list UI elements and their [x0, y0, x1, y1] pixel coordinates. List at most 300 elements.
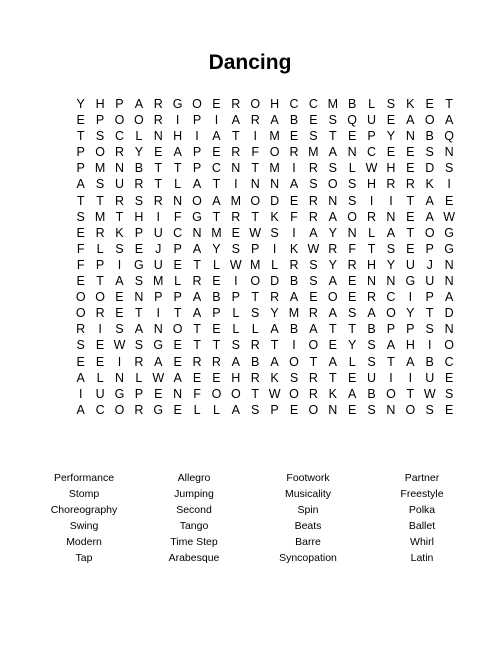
grid-cell: T [154, 177, 163, 192]
grid-cell: O [289, 354, 299, 369]
grid-cell: I [117, 354, 122, 369]
grid-cell: P [251, 241, 260, 256]
grid-cell: S [347, 177, 357, 192]
grid-cell: O [405, 402, 416, 417]
grid-cell: P [192, 161, 202, 176]
grid-cell: E [347, 274, 357, 289]
grid-row [71, 96, 459, 112]
grid-cell: A [134, 97, 144, 111]
grid-cell: M [250, 257, 261, 272]
grid-cell: S [231, 338, 240, 353]
grid-cell: U [114, 177, 124, 192]
grid-cell: T [348, 322, 356, 337]
grid-cell: S [134, 274, 144, 289]
grid-cell: E [154, 145, 163, 160]
grid-cell: N [114, 161, 124, 176]
grid-cell: I [234, 177, 238, 192]
grid-row [71, 128, 459, 144]
grid-cell: E [173, 402, 182, 417]
grid-cell: E [309, 290, 318, 305]
grid-cell: U [153, 225, 163, 240]
grid-cell: W [249, 225, 262, 240]
grid-cell: P [134, 225, 144, 240]
grid-cell: O [308, 402, 319, 417]
grid-cell: T [251, 209, 260, 224]
grid-cell: O [211, 386, 222, 401]
grid-cell: G [153, 338, 164, 353]
grid-cell: S [76, 209, 85, 224]
grid-cell: R [308, 370, 318, 385]
grid-cell: A [425, 209, 434, 224]
grid-cell: H [405, 338, 415, 353]
grid-cell: N [444, 274, 454, 289]
grid-row [71, 112, 459, 128]
grid-cell: O [250, 193, 261, 208]
grid-cell: H [95, 97, 105, 111]
grid-cell: A [328, 306, 337, 321]
grid-cell: R [192, 274, 202, 289]
grid-cell: A [270, 322, 279, 337]
grid-cell: I [234, 274, 238, 289]
grid-cell: S [367, 354, 376, 369]
grid-cell: A [231, 402, 240, 417]
grid-cell: A [192, 177, 202, 192]
grid-cell: O [327, 290, 338, 305]
grid-cell: A [328, 209, 337, 224]
grid-cell: W [443, 209, 456, 224]
grid-cell: L [135, 370, 143, 385]
grid-cell: M [308, 145, 319, 160]
grid-cell: L [174, 274, 182, 289]
grid-cell: T [309, 354, 318, 369]
grid-cell: J [155, 241, 162, 256]
grid-cell: G [114, 386, 125, 401]
grid-cell: E [115, 306, 124, 321]
grid-cell: O [250, 274, 261, 289]
grid-cell: A [270, 354, 279, 369]
word-list-item: Footwork [286, 472, 330, 484]
grid-cell: O [444, 338, 454, 353]
word-list-item: Arabesque [168, 552, 220, 564]
grid-cell: G [444, 225, 454, 240]
grid-cell: E [406, 241, 415, 256]
word-list-item: Second [176, 504, 212, 516]
grid-cell: D [270, 193, 280, 208]
grid-row [71, 354, 459, 370]
grid-cell: H [270, 97, 280, 111]
grid-cell: A [115, 274, 124, 289]
grid-cell: R [153, 113, 163, 128]
word-list-item: Partner [404, 472, 440, 484]
grid-cell: T [115, 209, 124, 224]
grid-cell: A [76, 177, 85, 192]
grid-cell: K [270, 370, 279, 385]
grid-cell: S [347, 193, 357, 208]
grid-cell: L [96, 241, 104, 256]
grid-row [71, 225, 459, 241]
grid-cell: R [114, 193, 124, 208]
grid-cell: N [114, 370, 124, 385]
grid-cell: T [328, 370, 337, 385]
grid-cell: S [289, 370, 299, 385]
grid-cell: R [153, 193, 163, 208]
grid-cell: L [212, 402, 220, 417]
grid-cell: C [173, 225, 183, 240]
grid-cell: S [386, 97, 396, 111]
grid-cell: T [406, 193, 415, 208]
grid-cell: I [369, 193, 374, 208]
grid-cell: L [251, 322, 259, 337]
grid-cell: T [212, 338, 221, 353]
grid-cell: M [327, 97, 338, 111]
grid-cell: T [193, 322, 201, 337]
grid-cell: E [289, 402, 299, 417]
grid-cell: M [269, 129, 280, 144]
grid-cell: Y [347, 338, 357, 353]
grid-cell: A [328, 354, 337, 369]
grid-cell: T [406, 225, 415, 240]
grid-cell: U [367, 113, 377, 128]
grid-cell: Y [406, 306, 415, 321]
grid-cell: Y [328, 225, 337, 240]
page-title: Dancing [208, 51, 292, 74]
grid-cell: Y [386, 129, 396, 144]
grid-cell: C [95, 402, 105, 417]
word-list-item: Beats [294, 520, 322, 532]
grid-cell: T [425, 306, 434, 321]
grid-cell: A [154, 354, 163, 369]
grid-cell: E [347, 290, 357, 305]
grid-cell: D [425, 161, 435, 176]
grid-cell: L [174, 177, 182, 192]
grid-cell: O [95, 290, 105, 305]
word-list-item: Performance [53, 472, 115, 484]
grid-cell: W [152, 370, 165, 385]
grid-cell: R [308, 193, 318, 208]
grid-cell: A [406, 113, 415, 128]
grid-cell: F [76, 241, 85, 256]
grid-cell: T [387, 354, 395, 369]
grid-cell: T [173, 161, 182, 176]
grid-cell: S [425, 145, 434, 160]
grid-cell: E [134, 241, 144, 256]
grid-cell: T [76, 129, 85, 144]
grid-cell: I [408, 370, 413, 385]
grid-cell: A [212, 129, 221, 144]
grid-cell: R [231, 209, 241, 224]
grid-cell: M [94, 209, 106, 224]
grid-cell: O [192, 97, 202, 111]
grid-cell: I [253, 129, 257, 144]
grid-cell: R [405, 177, 415, 192]
grid-cell: A [270, 113, 279, 128]
grid-cell: R [367, 209, 377, 224]
grid-cell: E [192, 370, 202, 385]
grid-cell: P [95, 113, 105, 128]
grid-cell: R [231, 97, 241, 111]
grid-cell: P [406, 322, 415, 337]
grid-cell: R [289, 257, 299, 272]
grid-cell: P [231, 290, 240, 305]
grid-cell: I [78, 386, 83, 401]
grid-cell: L [232, 306, 240, 321]
grid-cell: S [425, 322, 434, 337]
grid-cell: Y [134, 145, 144, 160]
grid-cell: N [386, 209, 396, 224]
grid-cell: E [212, 97, 221, 111]
grid-cell: A [347, 386, 357, 401]
grid-cell: C [367, 145, 377, 160]
grid-cell: T [251, 290, 260, 305]
grid-row [71, 273, 459, 289]
grid-cell: C [211, 161, 221, 176]
grid-cell: O [386, 386, 396, 401]
grid-cell: S [367, 338, 376, 353]
grid-row [71, 289, 459, 305]
grid-cell: P [95, 257, 105, 272]
grid-cell: T [445, 97, 453, 111]
grid-cell: A [367, 306, 376, 321]
grid-cell: P [192, 113, 202, 128]
grid-cell: R [308, 161, 318, 176]
grid-cell: R [367, 290, 377, 305]
grid-cell: N [347, 145, 357, 160]
grid-cell: R [134, 177, 144, 192]
grid-cell: P [76, 161, 85, 176]
grid-cell: K [406, 97, 415, 111]
grid-cell: I [117, 257, 122, 272]
grid-cell: T [135, 306, 143, 321]
grid-cell: E [173, 338, 182, 353]
grid-cell: R [328, 241, 338, 256]
grid-cell: C [114, 129, 124, 144]
grid-cell: A [212, 193, 221, 208]
grid-cell: S [95, 129, 105, 144]
grid-row [71, 144, 459, 160]
grid-cell: E [386, 145, 396, 160]
grid-cell: G [134, 257, 144, 272]
grid-cell: L [96, 370, 104, 385]
grid-cell: P [367, 129, 376, 144]
grid-cell: C [444, 354, 454, 369]
grid-cell: E [444, 193, 454, 208]
grid-cell: B [251, 354, 260, 369]
grid-cell: W [113, 338, 126, 353]
grid-cell: E [76, 274, 85, 289]
grid-cell: A [173, 145, 182, 160]
word-list-item: Jumping [174, 488, 214, 500]
grid-cell: O [114, 402, 125, 417]
grid-cell: N [444, 257, 454, 272]
grid-cell: T [212, 209, 221, 224]
grid-cell: E [76, 113, 85, 128]
grid-cell: R [95, 306, 105, 321]
grid-cell: S [328, 113, 337, 128]
grid-cell: F [193, 386, 201, 401]
grid-cell: P [270, 402, 279, 417]
word-list-item: Polka [408, 504, 436, 516]
grid-cell: N [328, 193, 338, 208]
grid-cell: B [367, 386, 376, 401]
grid-cell: I [272, 241, 277, 256]
word-list-item: Ballet [408, 520, 436, 532]
grid-cell: I [156, 306, 160, 321]
grid-cell: H [386, 161, 396, 176]
grid-cell: O [289, 386, 299, 401]
grid-cell: E [425, 97, 434, 111]
grid-cell: E [76, 225, 85, 240]
grid-cell: F [290, 209, 298, 224]
grid-cell: T [251, 386, 260, 401]
grid-cell: R [95, 225, 105, 240]
grid-cell: R [347, 257, 357, 272]
grid-cell: S [115, 241, 124, 256]
word-list [40, 470, 480, 566]
grid-cell: S [134, 193, 144, 208]
grid-cell: U [95, 386, 105, 401]
grid-cell: E [406, 145, 415, 160]
grid-row [71, 386, 459, 402]
grid-cell: R [114, 145, 124, 160]
grid-cell: O [269, 145, 280, 160]
grid-cell: G [153, 402, 164, 417]
grid-cell: N [270, 177, 280, 192]
grid-cell: K [289, 241, 299, 256]
grid-cell: T [367, 241, 376, 256]
grid-cell: O [386, 306, 396, 321]
grid-cell: S [444, 161, 454, 176]
grid-row [71, 193, 459, 209]
grid-cell: N [444, 145, 454, 160]
grid-cell: U [405, 257, 415, 272]
grid-cell: T [76, 193, 85, 208]
grid-cell: P [212, 306, 221, 321]
grid-cell: A [406, 354, 415, 369]
grid-cell: R [270, 290, 280, 305]
grid-cell: S [444, 386, 454, 401]
grid-cell: A [289, 290, 299, 305]
grid-row [71, 321, 459, 337]
grid-cell: A [386, 225, 396, 240]
grid-cell: P [76, 145, 85, 160]
grid-cell: R [308, 306, 318, 321]
grid-cell: E [406, 209, 415, 224]
grid-cell: L [232, 322, 240, 337]
grid-cell: T [173, 306, 182, 321]
grid-cell: Y [212, 241, 221, 256]
grid-cell: L [193, 402, 201, 417]
grid-cell: F [348, 241, 356, 256]
grid-cell: P [425, 290, 434, 305]
grid-row [71, 241, 459, 257]
grid-cell: I [292, 161, 296, 176]
grid-cell: O [424, 225, 435, 240]
grid-row [71, 402, 459, 418]
grid-cell: P [115, 97, 124, 111]
grid-cell: K [115, 225, 124, 240]
grid-cell: R [250, 338, 260, 353]
grid-cell: S [309, 129, 318, 144]
word-list-item: Stomp [68, 488, 100, 500]
grid-cell: L [368, 225, 376, 240]
grid-cell: P [386, 322, 396, 337]
grid-cell: O [424, 113, 435, 128]
grid-cell: Y [76, 97, 85, 111]
grid-cell: O [172, 322, 183, 337]
grid-cell: P [154, 290, 163, 305]
grid-cell: I [408, 290, 413, 305]
grid-cell: E [289, 193, 299, 208]
grid-cell: R [211, 354, 221, 369]
grid-cell: R [289, 145, 299, 160]
grid-cell: N [173, 193, 183, 208]
grid-cell: H [173, 129, 183, 144]
grid-cell: S [367, 402, 376, 417]
grid-cell: I [292, 225, 296, 240]
grid-cell: Q [347, 113, 358, 128]
grid-cell: M [211, 225, 222, 240]
grid-cell: W [423, 386, 436, 401]
grid-cell: T [96, 274, 104, 289]
grid-cell: P [134, 386, 144, 401]
word-list-item: Latin [410, 552, 434, 564]
word-list-item: Tango [179, 520, 209, 532]
grid-cell: B [367, 322, 376, 337]
grid-cell: E [289, 129, 299, 144]
grid-cell: K [425, 177, 434, 192]
grid-cell: P [192, 145, 202, 160]
grid-cell: I [156, 209, 160, 224]
grid-cell: Q [444, 129, 454, 144]
grid-cell: P [425, 241, 434, 256]
grid-cell: W [365, 161, 378, 176]
grid-cell: W [229, 257, 242, 272]
grid-cell: B [289, 322, 299, 337]
grid-cell: W [268, 386, 281, 401]
word-list-item: Spin [297, 504, 319, 516]
grid-cell: E [173, 257, 182, 272]
grid-cell: A [444, 290, 454, 305]
grid-cell: I [389, 193, 393, 208]
grid-cell: O [134, 113, 144, 128]
grid-cell: S [95, 177, 105, 192]
grid-cell: O [250, 97, 261, 111]
grid-cell: T [328, 129, 337, 144]
grid-cell: G [444, 241, 454, 256]
grid-cell: S [270, 225, 279, 240]
grid-cell: O [75, 290, 86, 305]
grid-cell: T [212, 177, 221, 192]
grid-cell: D [444, 306, 454, 321]
word-list-item: Modern [66, 536, 102, 548]
grid-cell: O [327, 177, 338, 192]
word-list-item: Swing [69, 520, 99, 532]
grid-cell: S [251, 306, 260, 321]
grid-cell: L [348, 354, 356, 369]
grid-cell: U [425, 274, 435, 289]
grid-cell: M [94, 161, 106, 176]
grid-cell: N [173, 386, 183, 401]
grid-cell: I [214, 113, 219, 128]
word-list-item: Syncopation [279, 552, 337, 564]
grid-cell: B [425, 129, 434, 144]
grid-cell: T [251, 161, 260, 176]
grid-cell: A [134, 322, 144, 337]
grid-cell: S [115, 322, 124, 337]
grid-cell: T [193, 257, 201, 272]
grid-row [71, 305, 459, 321]
grid-cell: A [173, 370, 182, 385]
